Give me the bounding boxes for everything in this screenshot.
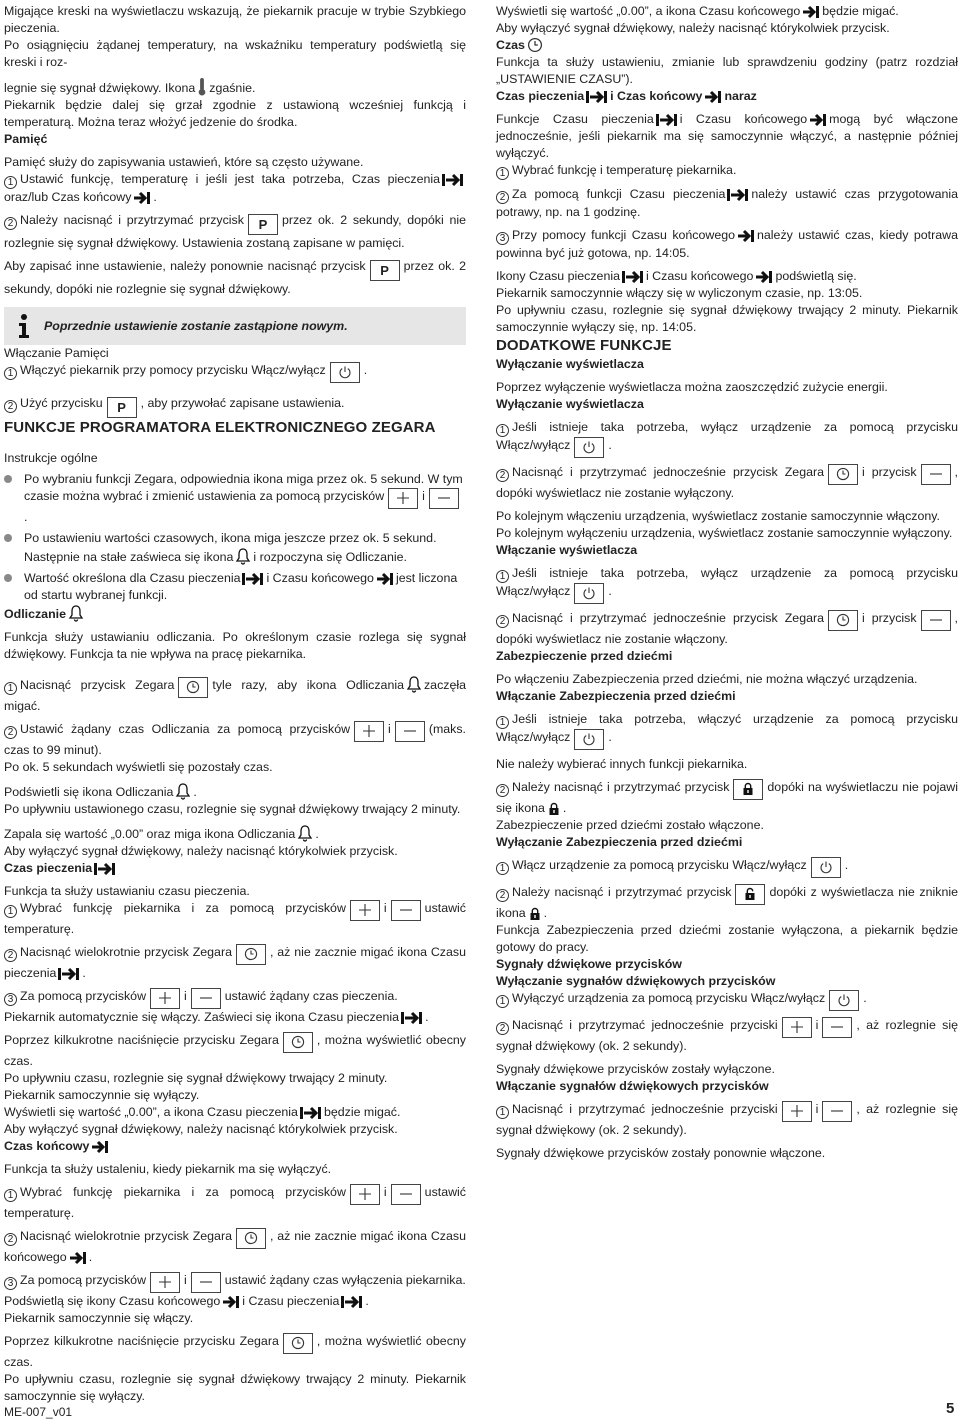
paragraph: Funkcja służy ustawianiu odliczania. Po określonym czasie rozlega się sygnał dźwiękowy. Funkcja ta nie wpływa na pracę piekarnika. xyxy=(4,630,466,661)
paragraph: Piekarnik samoczynnie się włączy. xyxy=(4,1311,194,1325)
end-time-icon xyxy=(737,229,755,243)
minus-button xyxy=(191,1272,221,1293)
step-1 xyxy=(496,1101,958,1139)
section-heading-memory-on: Włączanie Pamięci xyxy=(4,346,109,360)
paragraph: Poprzez wyłączenie wyświetlacza można zaoszczędzić zużycie energii. xyxy=(496,380,888,394)
bell-icon xyxy=(68,604,84,622)
paragraph: Migające kreski na wyświetlaczu wskazują, że piekarnik pracuje w trybie Szybkiego pieczenia. xyxy=(4,4,466,35)
paragraph: Funkcja ta służy ustawieniu, zmianie lub sprawdzeniu godziny (patrz rozdział „USTAWIENIE CZASU”). xyxy=(496,55,958,86)
section-heading-display-off: Wyłączanie wyświetlacza xyxy=(496,357,644,371)
minus-button xyxy=(921,464,951,485)
text: przez ok. 2 sekundy, dopóki nie rozlegnie się sygnał dźwiękowy. xyxy=(4,259,467,296)
cooking-time-icon xyxy=(300,1106,322,1120)
text: należy ustawić czas przygotowania potrawy, np. na 1 godzinę. xyxy=(496,187,959,219)
section-heading-key-sounds: Sygnały dźwiękowe przycisków xyxy=(496,957,682,971)
end-time-icon xyxy=(91,1140,109,1154)
step-2: 2 Nacisnąć wielokrotnie przycisk Zegara , aż nie zacznie migać ikona Czasu końcowego . xyxy=(4,1229,466,1264)
text: i Czasu pieczenia xyxy=(242,1294,340,1308)
minus-button xyxy=(429,488,459,509)
text: Ikony Czasu pieczenia xyxy=(496,269,620,283)
plus-button xyxy=(354,721,384,742)
text: , można wyświetlić obecny czas. xyxy=(4,1033,466,1068)
text: legnie się sygnał dźwiękowy. Ikona xyxy=(4,81,196,95)
text: zaczęła migać. xyxy=(4,678,466,713)
text: i xyxy=(184,1273,187,1287)
step-2 xyxy=(496,186,958,221)
paragraph: Po upływniu czasu, rozlegnie się sygnał dźwiękowy trwający 2 minuty. Piekarnik samoczynnie wyłączy się, np. 14:05. xyxy=(496,303,958,334)
step-number: 2 xyxy=(496,1022,509,1035)
list-item xyxy=(4,530,466,566)
text: Czas pieczenia xyxy=(496,89,585,103)
step-number: 3 xyxy=(4,993,17,1006)
info-icon xyxy=(4,313,44,339)
step-number: 3 xyxy=(4,1277,17,1290)
text: i przycisk xyxy=(862,465,917,479)
paragraph: Piekarnik będzie dalej się grzał zgodnie z ustawioną wcześniej funkcją i temperaturą. Można teraz włożyć jedzenie do środka. xyxy=(4,98,466,129)
text: Nacisnąć i przytrzymać jednocześnie przyciski xyxy=(512,1018,778,1032)
thermometer-icon xyxy=(197,77,207,96)
info-box xyxy=(4,307,466,345)
step-1: 1 Włączyć piekarnik przy pomocy przycisku Włącz/wyłącz . xyxy=(4,362,466,383)
text: dopóki na wyświetlaczu nie pojawi się ikona xyxy=(496,780,959,815)
paragraph xyxy=(4,37,466,71)
minus-button xyxy=(921,610,951,631)
step-number: 1 xyxy=(4,682,17,695)
lock-icon xyxy=(547,802,561,816)
step-3 xyxy=(4,988,466,1009)
page-number: 5 xyxy=(946,1400,955,1417)
text: ustawić temperaturę. xyxy=(4,1185,466,1220)
step-1: 1 Jeśli istnieje taka potrzeba, wyłącz urządzenie za pomocą przycisku Włącz/wyłącz . xyxy=(496,419,958,458)
clock-button xyxy=(828,464,858,485)
text: Przy pomocy funkcji Czasu końcowego xyxy=(512,228,736,242)
clock-button xyxy=(178,677,208,698)
document-code: ME-007_v01 xyxy=(4,1405,73,1419)
paragraph xyxy=(4,258,466,298)
memory-button: P xyxy=(248,214,278,235)
step-1 xyxy=(496,162,958,180)
text: przez ok. 2 sekundy, dopóki nie rozlegnie się sygnał dźwiękowy. Ustawienia zostaną zapisane w pamięci. xyxy=(4,213,467,250)
step-number: 2 xyxy=(496,469,509,482)
cooking-time-icon xyxy=(58,967,80,981)
paragraph: Sygnały dźwiękowe przycisków zostały wyłączone. xyxy=(496,1062,775,1076)
text: Ustawić funkcję, temperaturę i jeśli jest taka potrzeba, Czas pieczenia xyxy=(20,172,440,186)
text: Należy nacisnąć i przytrzymać przycisk xyxy=(512,885,732,899)
step-1: 1 Ustawić funkcję, temperaturę i jeśli jest taka potrzeba, Czas pieczenia oraz/lub Czas końcowy . xyxy=(4,171,466,206)
paragraph: Po upływniu ustawionego czasu, rozlegnie się sygnał dźwiękowy trwający 2 minuty. xyxy=(4,802,461,816)
list-item xyxy=(4,570,466,604)
section-heading-cooking-time xyxy=(4,860,466,877)
text: Wartość określona dla Czasu pieczenia xyxy=(24,571,241,585)
power-button xyxy=(811,857,841,878)
step-number: 3 xyxy=(496,232,509,245)
step-2: 2 Należy nacisnąć i przytrzymać przycisk dopóki z wyświetlacza nie zniknie ikona . xyxy=(496,885,958,920)
paragraph xyxy=(4,1333,466,1371)
end-time-icon xyxy=(704,90,722,104)
text: należy ustawić czas, kiedy potrawa powinna być już gotowa, np. 14:05. xyxy=(496,228,958,260)
clock-button xyxy=(283,1032,313,1053)
text: Czas końcowy xyxy=(4,1139,90,1153)
cooking-time-icon xyxy=(442,173,464,187)
section-heading-memory: Pamięć xyxy=(4,132,48,146)
section-heading-child-lock: Zabezpieczenie przed dziećmi xyxy=(496,649,673,663)
paragraph xyxy=(496,268,958,285)
text: Po wybraniu funkcji Zegara, odpowiednia ikona miga przez ok. 5 sekund. W tym czasie można wybrać i zmienić ustawienia za pomocą przycisków xyxy=(24,472,463,503)
text: Nacisnąć wielokrotnie przycisk Zegara xyxy=(20,1229,232,1243)
text: Podświetli się ikona Odliczania xyxy=(4,785,174,799)
minus-button xyxy=(391,1184,421,1205)
text: Nacisnąć przycisk Zegara xyxy=(20,678,175,692)
step-2: 2 Należy nacisnąć i przytrzymać przycisk dopóki na wyświetlaczu nie pojawi się ikona . xyxy=(496,780,959,815)
step-number: 1 xyxy=(4,1189,17,1202)
text: Funkcje Czasu pieczenia xyxy=(496,112,654,126)
left-column xyxy=(4,3,466,1405)
section-heading-display-off: Wyłączanie wyświetlacza xyxy=(496,397,644,411)
section-heading-end-time xyxy=(4,1138,466,1155)
paragraph: Sygnały dźwiękowe przycisków zostały ponownie włączone. xyxy=(496,1146,826,1160)
paragraph xyxy=(4,1104,466,1121)
text: i Czasu końcowego xyxy=(645,269,754,283)
text: naraz xyxy=(724,89,757,103)
section-heading-display-on: Włączanie wyświetlacza xyxy=(496,543,638,557)
minus-button xyxy=(191,988,221,1009)
section-heading-child-lock-on: Włączanie Zabezpieczenia przed dziećmi xyxy=(496,689,736,703)
step-2 xyxy=(496,610,958,648)
cooking-time-icon xyxy=(401,1011,423,1025)
text: i przycisk xyxy=(862,611,917,625)
text: i xyxy=(815,1102,819,1116)
step-number: 2 xyxy=(496,889,509,902)
step-number: 1 xyxy=(496,995,509,1008)
clock-button xyxy=(236,1228,266,1249)
text: Nacisnąć i przytrzymać jednocześnie przycisk Zegara xyxy=(512,465,824,479)
right-column xyxy=(496,3,958,1162)
paragraph: Po włączeniu Zabezpieczenia przed dziećmi, nie można włączyć urządzenia. xyxy=(496,672,918,686)
step-number: 2 xyxy=(496,191,509,204)
text: Po osiągnięciu żądanej temperatury, na wskaźniku temperatury podświetlą się kreski i roz- xyxy=(4,38,466,69)
text: Wyświetli się wartość „0.00”, a ikona Czasu końcowego xyxy=(496,4,801,18)
text: i xyxy=(388,722,391,736)
cooking-time-icon xyxy=(242,572,264,586)
power-button xyxy=(330,362,360,383)
step-1: 1 Wyłączyć urządzenia za pomocą przycisku Włącz/wyłącz . xyxy=(496,990,958,1011)
plus-button xyxy=(388,488,418,509)
text: Piekarnik automatycznie się włączy. Zaświeci się ikona Czasu pieczenia xyxy=(4,1010,400,1024)
text: , można wyświetlić obecny czas. xyxy=(4,1334,466,1369)
plus-button xyxy=(782,1017,812,1038)
text: Za pomocą przycisków xyxy=(20,1273,147,1287)
step-number: 2 xyxy=(4,1233,17,1246)
step-number: 1 xyxy=(496,716,509,729)
text: , aż rozlegnie się sygnał dźwiękowy (ok. 2 sekundy). xyxy=(496,1102,958,1137)
text: i Czasu końcowego xyxy=(679,112,808,126)
step-number: 1 xyxy=(496,570,509,583)
text: jest liczona od startu wybranej funkcji. xyxy=(24,571,458,602)
text: tyle razy, aby ikona Odliczania xyxy=(212,678,404,692)
minus-button xyxy=(822,1101,852,1122)
text: i xyxy=(815,1018,819,1032)
plus-button xyxy=(150,1272,180,1293)
text: i xyxy=(422,489,425,503)
text: Ustawić żądany czas Odliczania za pomocą przycisków xyxy=(20,722,351,736)
paragraph xyxy=(496,3,958,20)
minus-button xyxy=(391,900,421,921)
end-time-icon xyxy=(755,270,773,284)
plus-button xyxy=(350,1184,380,1205)
text: Za pomocą funkcji Czasu pieczenia xyxy=(512,187,726,201)
step-number: 1 xyxy=(4,905,17,918)
power-button xyxy=(829,990,859,1011)
lock-icon xyxy=(528,907,542,921)
paragraph xyxy=(4,77,466,97)
text: Wyłączyć urządzenia za pomocą przycisku Włącz/wyłącz xyxy=(512,991,826,1005)
text: Wybrać funkcję piekarnika i za pomocą przycisków xyxy=(20,901,346,915)
plus-button xyxy=(350,900,380,921)
text: Zapala się wartość „0.00” oraz miga ikona Odliczania xyxy=(4,827,296,841)
step-2 xyxy=(4,395,466,418)
paragraph: Zapala się wartość „0.00” oraz miga ikona Odliczania . xyxy=(4,824,466,843)
text: , dopóki wyświetlacz nie zostanie włączony. xyxy=(496,611,958,646)
paragraph: Po upływniu czasu, rozlegnie się sygnał dźwiękowy trwający 2 minuty. Piekarnik samoczynnie się wyłączy. xyxy=(4,1372,466,1403)
end-time-icon xyxy=(802,5,820,19)
text: , aby przywołać zapisane ustawienia. xyxy=(140,396,345,410)
end-time-icon xyxy=(222,1295,240,1309)
power-button xyxy=(574,729,604,750)
text: Jeśli istnieje taka potrzeba, wyłącz urządzenie za pomocą przycisku Włącz/wyłącz xyxy=(496,420,958,452)
plus-button xyxy=(150,988,180,1009)
cooking-time-icon xyxy=(586,90,608,104)
text: mogą być włączone jednocześnie, jeśli piekarnik ma się samoczynnie włączyć, a następnie później wyłączyć. xyxy=(496,112,958,160)
bell-icon xyxy=(175,782,191,800)
section-heading-child-lock-off: Wyłączanie Zabezpieczenia przed dziećmi xyxy=(496,835,743,849)
text: i xyxy=(184,989,187,1003)
list-item: Po wybraniu funkcji Zegara, odpowiednia ikona miga przez ok. 5 sekund. W tym czasie można wybrać i zmienić ustawienia za pomocą przycisków i. xyxy=(4,471,466,526)
step-1: 1 Jeśli istnieje taka potrzeba, włączyć urządzenie za pomocą przycisku Włącz/wyłącz . xyxy=(496,711,958,750)
bell-icon xyxy=(297,824,313,842)
step-2 xyxy=(4,212,466,252)
text: ustawić temperaturę. xyxy=(4,901,466,936)
text: Odliczanie xyxy=(4,607,66,621)
cooking-time-icon xyxy=(341,1295,363,1309)
text: i Czasu końcowego xyxy=(266,571,374,585)
step-number: 1 xyxy=(496,167,509,180)
section-heading-key-sounds-on: Włączanie sygnałów dźwiękowych przycisków xyxy=(496,1079,769,1093)
power-button xyxy=(574,437,604,458)
clock-button xyxy=(828,610,858,631)
section-heading-both-times xyxy=(496,88,958,105)
end-time-icon xyxy=(133,191,151,205)
text: i Czas końcowy xyxy=(610,89,703,103)
paragraph: Podświetlą się ikony Czasu końcowego i Czasu pieczenia . xyxy=(4,1294,369,1308)
memory-button: P xyxy=(107,397,137,418)
paragraph: Funkcja ta służy ustawianiu czasu pieczenia. xyxy=(4,884,250,898)
cooking-time-icon xyxy=(622,270,644,284)
paragraph: Po kolejnym włączeniu urządzenia, wyświetlacz zostanie samoczynnie włączony. xyxy=(496,509,940,523)
bell-icon xyxy=(406,675,422,693)
clock-button xyxy=(283,1333,313,1354)
paragraph: Funkcja ta służy ustaleniu, kiedy piekarnik ma się wyłączyć. xyxy=(4,1162,332,1176)
info-text: Poprzednie ustawienie zostanie zastąpione nowym. xyxy=(44,318,348,333)
text: (maks. czas to 99 minut). xyxy=(4,722,466,757)
text: Za pomocą przycisków xyxy=(20,989,147,1003)
paragraph: Po kolejnym wyłączeniu urządzenia, wyświetlacz zostanie samoczynnie wyłączony. xyxy=(496,526,953,540)
section-title-additional: DODATKOWE FUNKCJE xyxy=(496,337,672,354)
paragraph: Nie należy wybierać innych funkcji piekarnika. xyxy=(496,757,748,771)
step-number: 2 xyxy=(4,726,17,739)
step-number: 1 xyxy=(496,862,509,875)
paragraph: Aby wyłączyć sygnał dźwiękowy, należy nacisnąć którykolwiek przycisk. xyxy=(4,1122,398,1136)
step-1: 1 Jeśli istnieje taka potrzeba, wyłącz urządzenie za pomocą przycisku Włącz/wyłącz . xyxy=(496,565,958,604)
paragraph: Piekarnik automatycznie się włączy. Zaświeci się ikona Czasu pieczenia . xyxy=(4,1010,429,1024)
text: będzie migać. xyxy=(822,4,899,18)
clock-button xyxy=(236,944,266,965)
text: Nacisnąć i przytrzymać jednocześnie przyciski xyxy=(512,1102,778,1116)
paragraph xyxy=(496,111,958,162)
text: Włączyć piekarnik przy pomocy przycisku Włącz/wyłącz xyxy=(20,363,326,377)
text: Nacisnąć i przytrzymać jednocześnie przycisk Zegara xyxy=(512,611,824,625)
text: Po ustawieniu wartości czasowych, ikona miga jeszcze przez ok. 5 sekund. Następnie na stałe zaświeca się ikona xyxy=(24,531,437,564)
paragraph: Podświetli się ikona Odliczania . xyxy=(4,782,466,801)
lock-button xyxy=(735,884,765,905)
text: , dopóki wyświetlacz nie zostanie wyłączony. xyxy=(496,465,958,500)
cooking-time-icon xyxy=(94,862,116,876)
step-1: 1 Włącz urządzenie za pomocą przycisku Włącz/wyłącz . xyxy=(496,857,958,878)
text: i rozpoczyna się Odliczanie. xyxy=(253,550,407,564)
lock-button xyxy=(733,779,763,800)
text: Nacisnąć wielokrotnie przycisk Zegara xyxy=(20,945,232,959)
text: Podświetlą się ikony Czasu końcowego xyxy=(4,1294,221,1308)
section-heading-key-sounds-off: Wyłączanie sygnałów dźwiękowych przycisków xyxy=(496,974,776,988)
step-2: 2 Nacisnąć wielokrotnie przycisk Zegara , aż nie zacznie migać ikona Czasu pieczenia . xyxy=(4,945,466,980)
step-number: 2 xyxy=(4,400,17,413)
section-title-programmer: FUNKCJE PROGRAMATORA ELEKTRONICZNEGO ZEGARA xyxy=(4,419,436,436)
text: podświetlą się. xyxy=(775,269,857,283)
text: Jeśli istnieje taka potrzeba, wyłącz urządzenie za pomocą przycisku Włącz/wyłącz xyxy=(496,566,958,598)
text: oraz/lub Czas końcowy xyxy=(4,190,132,204)
end-time-icon xyxy=(809,113,827,127)
bell-icon xyxy=(235,547,251,565)
paragraph: Po upływniu czasu, rozlegnie się sygnał dźwiękowy trwający 2 minuty. xyxy=(4,1071,388,1085)
paragraph xyxy=(4,1032,466,1070)
paragraph: Piekarnik samoczynnie włączy się w wyliczonym czasie, np. 13:05. xyxy=(496,286,863,300)
step-2 xyxy=(4,721,466,759)
step-number: 1 xyxy=(4,176,17,189)
text: Należy nacisnąć i przytrzymać przycisk xyxy=(20,213,244,227)
paragraph: Funkcja Zabezpieczenia przed dziećmi zostanie wyłączona, a piekarnik będzie gotowy do pracy. xyxy=(496,923,958,954)
step-3 xyxy=(496,227,958,262)
plus-button xyxy=(782,1101,812,1122)
step-number: 2 xyxy=(4,949,17,962)
text: ustawić żądany czas wyłączenia piekarnika. xyxy=(224,1273,466,1287)
text: , aż nie zacznie migać ikona Czasu pieczenia xyxy=(4,945,466,980)
step-number: 2 xyxy=(496,615,509,628)
text: Wybrać funkcję i temperaturę piekarnika. xyxy=(512,163,737,177)
step-2 xyxy=(496,464,958,502)
paragraph: Po ok. 5 sekundach wyświetli się pozostały czas. xyxy=(4,760,273,774)
paragraph: Aby wyłączyć sygnał dźwiękowy, należy nacisnąć którykolwiek przycisk. xyxy=(4,844,398,858)
end-time-icon xyxy=(376,572,394,586)
step-1 xyxy=(4,1184,466,1222)
text: ustawić żądany czas pieczenia. xyxy=(224,989,398,1003)
text: Należy nacisnąć i przytrzymać przycisk xyxy=(512,780,730,794)
section-heading-countdown xyxy=(4,604,466,623)
text: Użyć przycisku xyxy=(20,396,103,410)
end-time-icon xyxy=(69,1251,87,1265)
text: , aż rozlegnie się sygnał dźwiękowy (ok. 2 sekundy). xyxy=(496,1018,958,1053)
text: zgaśnie. xyxy=(209,81,256,95)
step-3 xyxy=(4,1272,466,1293)
power-button xyxy=(574,583,604,604)
section-heading-clock xyxy=(496,37,958,54)
step-number: 2 xyxy=(4,217,17,230)
step-number: 1 xyxy=(496,424,509,437)
paragraph: Zabezpieczenie przed dziećmi zostało włączone. xyxy=(496,818,764,832)
step-number: 1 xyxy=(496,1106,509,1119)
memory-button: P xyxy=(370,260,400,281)
text: , aż nie zacznie migać ikona Czasu końcowego xyxy=(4,1229,466,1264)
cooking-time-icon xyxy=(727,188,749,202)
text: Czas pieczenia xyxy=(4,861,93,875)
text: będzie migać. xyxy=(323,1105,401,1119)
text: Aby zapisać inne ustawienie, należy ponownie nacisnąć przycisk xyxy=(4,259,366,273)
text: dopóki z wyświetlacza nie zniknie ikona xyxy=(496,885,958,920)
text: i xyxy=(383,1185,387,1199)
text: Poprzez kilkukrotne naciśnięcie przycisku Zegara xyxy=(4,1033,279,1047)
text: i xyxy=(383,901,387,915)
text: Jeśli istnieje taka potrzeba, włączyć urządzenie za pomocą przycisku Włącz/wyłącz xyxy=(496,712,958,744)
paragraph: Aby wyłączyć sygnał dźwiękowy, należy nacisnąć którykolwiek przycisk. xyxy=(496,21,890,35)
step-2 xyxy=(496,1017,958,1055)
text: Wybrać funkcję piekarnika i za pomocą przycisków xyxy=(20,1185,346,1199)
minus-button xyxy=(822,1017,852,1038)
clock-icon xyxy=(527,37,543,53)
step-number: 1 xyxy=(4,367,17,380)
subheading-general: Instrukcje ogólne xyxy=(4,451,98,465)
step-number: 2 xyxy=(496,784,509,797)
cooking-time-icon xyxy=(656,113,678,127)
step-1 xyxy=(4,900,466,938)
paragraph: Pamięć służy do zapisywania ustawień, które są często używane. xyxy=(4,155,364,169)
step-1 xyxy=(4,675,466,715)
paragraph: Piekarnik samoczynnie się wyłączy. xyxy=(4,1088,200,1102)
text: Czas xyxy=(496,38,525,52)
text: Włącz urządzenie za pomocą przycisku Włącz/wyłącz xyxy=(512,858,807,872)
minus-button xyxy=(395,721,425,742)
text: Wyświetli się wartość „0.00”, a ikona Czasu pieczenia xyxy=(4,1105,298,1119)
text: Poprzez kilkukrotne naciśnięcie przycisku Zegara xyxy=(4,1334,279,1348)
bullet-list xyxy=(4,471,466,604)
